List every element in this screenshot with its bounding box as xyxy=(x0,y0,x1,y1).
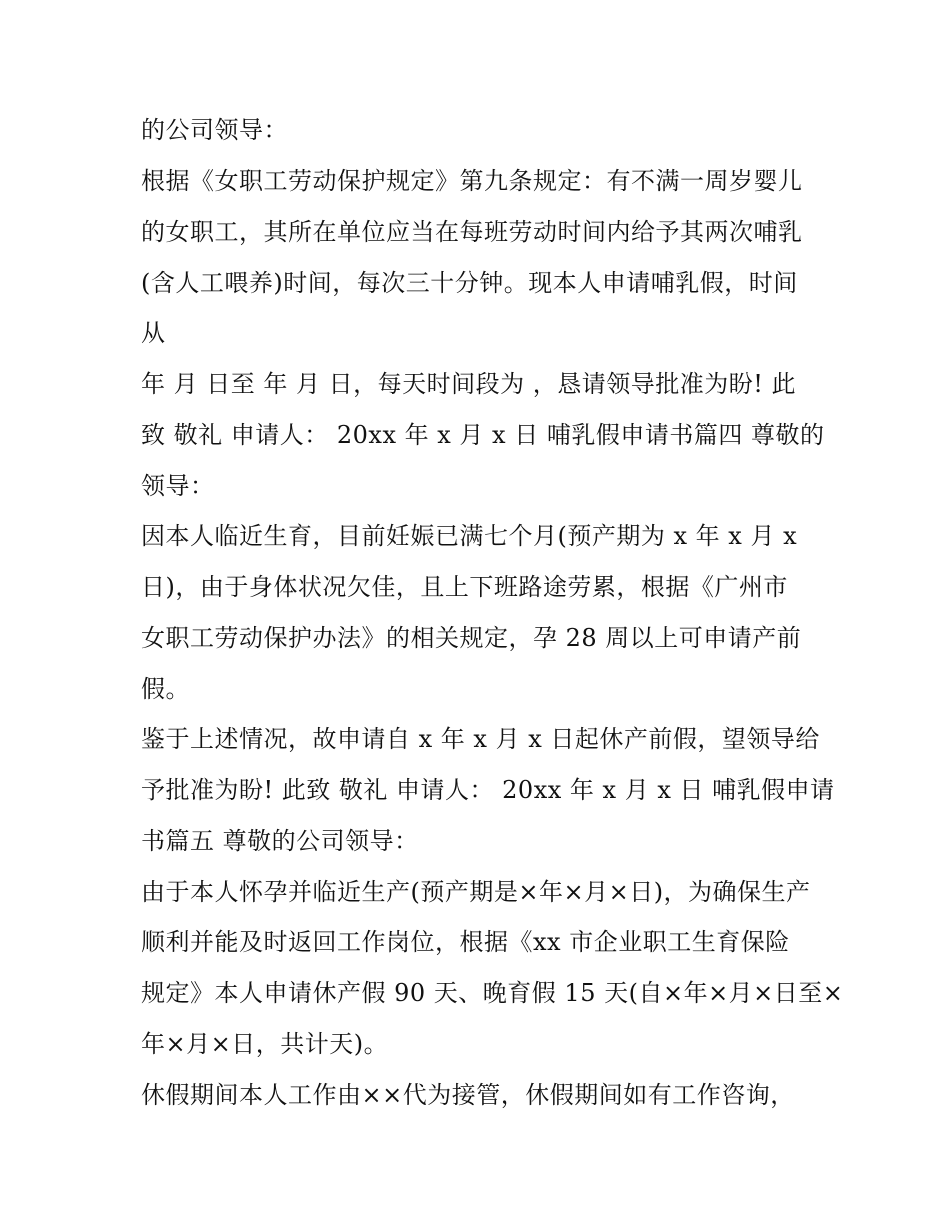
text-line: 予批准为盼! 此致 敬礼 申请人： 20xx 年 x 月 x 日 哺乳假申请 xyxy=(141,776,835,804)
text-line: 规定》本人申请休产假 90 天、晚育假 15 天(自×年×月×日至× xyxy=(141,979,844,1007)
text-line: 书篇五 尊敬的公司领导： xyxy=(141,827,419,855)
text-line: 顺利并能及时返回工作岗位，根据《xx 市企业职工生育保险 xyxy=(141,928,790,956)
text-line: 由于本人怀孕并临近生产(预产期是×年×月×日)，为确保生产 xyxy=(141,878,811,906)
text-line: 从 xyxy=(141,319,166,347)
text-line: 领导： xyxy=(141,472,215,500)
text-line: 日)，由于身体状况欠佳，且上下班路途劳累，根据《广州市 xyxy=(141,573,788,601)
text-line: 的公司领导： xyxy=(141,116,288,144)
text-line: 因本人临近生育，目前妊娠已满七个月(预产期为 x 年 x 月 x xyxy=(141,522,798,550)
text-line: 年 月 日至 年 月 日，每天时间段为 ，恳请领导批准为盼! 此 xyxy=(141,370,797,398)
text-line: 年×月×日，共计天)。 xyxy=(141,1030,389,1058)
text-line: 根据《女职工劳动保护规定》第九条规定：有不满一周岁婴儿 xyxy=(141,167,803,195)
text-line: (含人工喂养)时间，每次三十分钟。现本人申请哺乳假，时间 xyxy=(141,269,798,297)
text-line: 致 敬礼 申请人： 20xx 年 x 月 x 日 哺乳假申请书篇四 尊敬的 xyxy=(141,421,825,449)
text-line: 假。 xyxy=(141,675,190,703)
text-line: 的女职工，其所在单位应当在每班劳动时间内给予其两次哺乳 xyxy=(141,218,803,246)
text-line: 女职工劳动保护办法》的相关规定，孕 28 周以上可申请产前 xyxy=(141,624,802,652)
text-line: 休假期间本人工作由××代为接管，休假期间如有工作咨询， xyxy=(141,1081,795,1109)
text-line: 鉴于上述情况，故申请自 x 年 x 月 x 日起休产前假，望领导给 xyxy=(141,725,820,753)
